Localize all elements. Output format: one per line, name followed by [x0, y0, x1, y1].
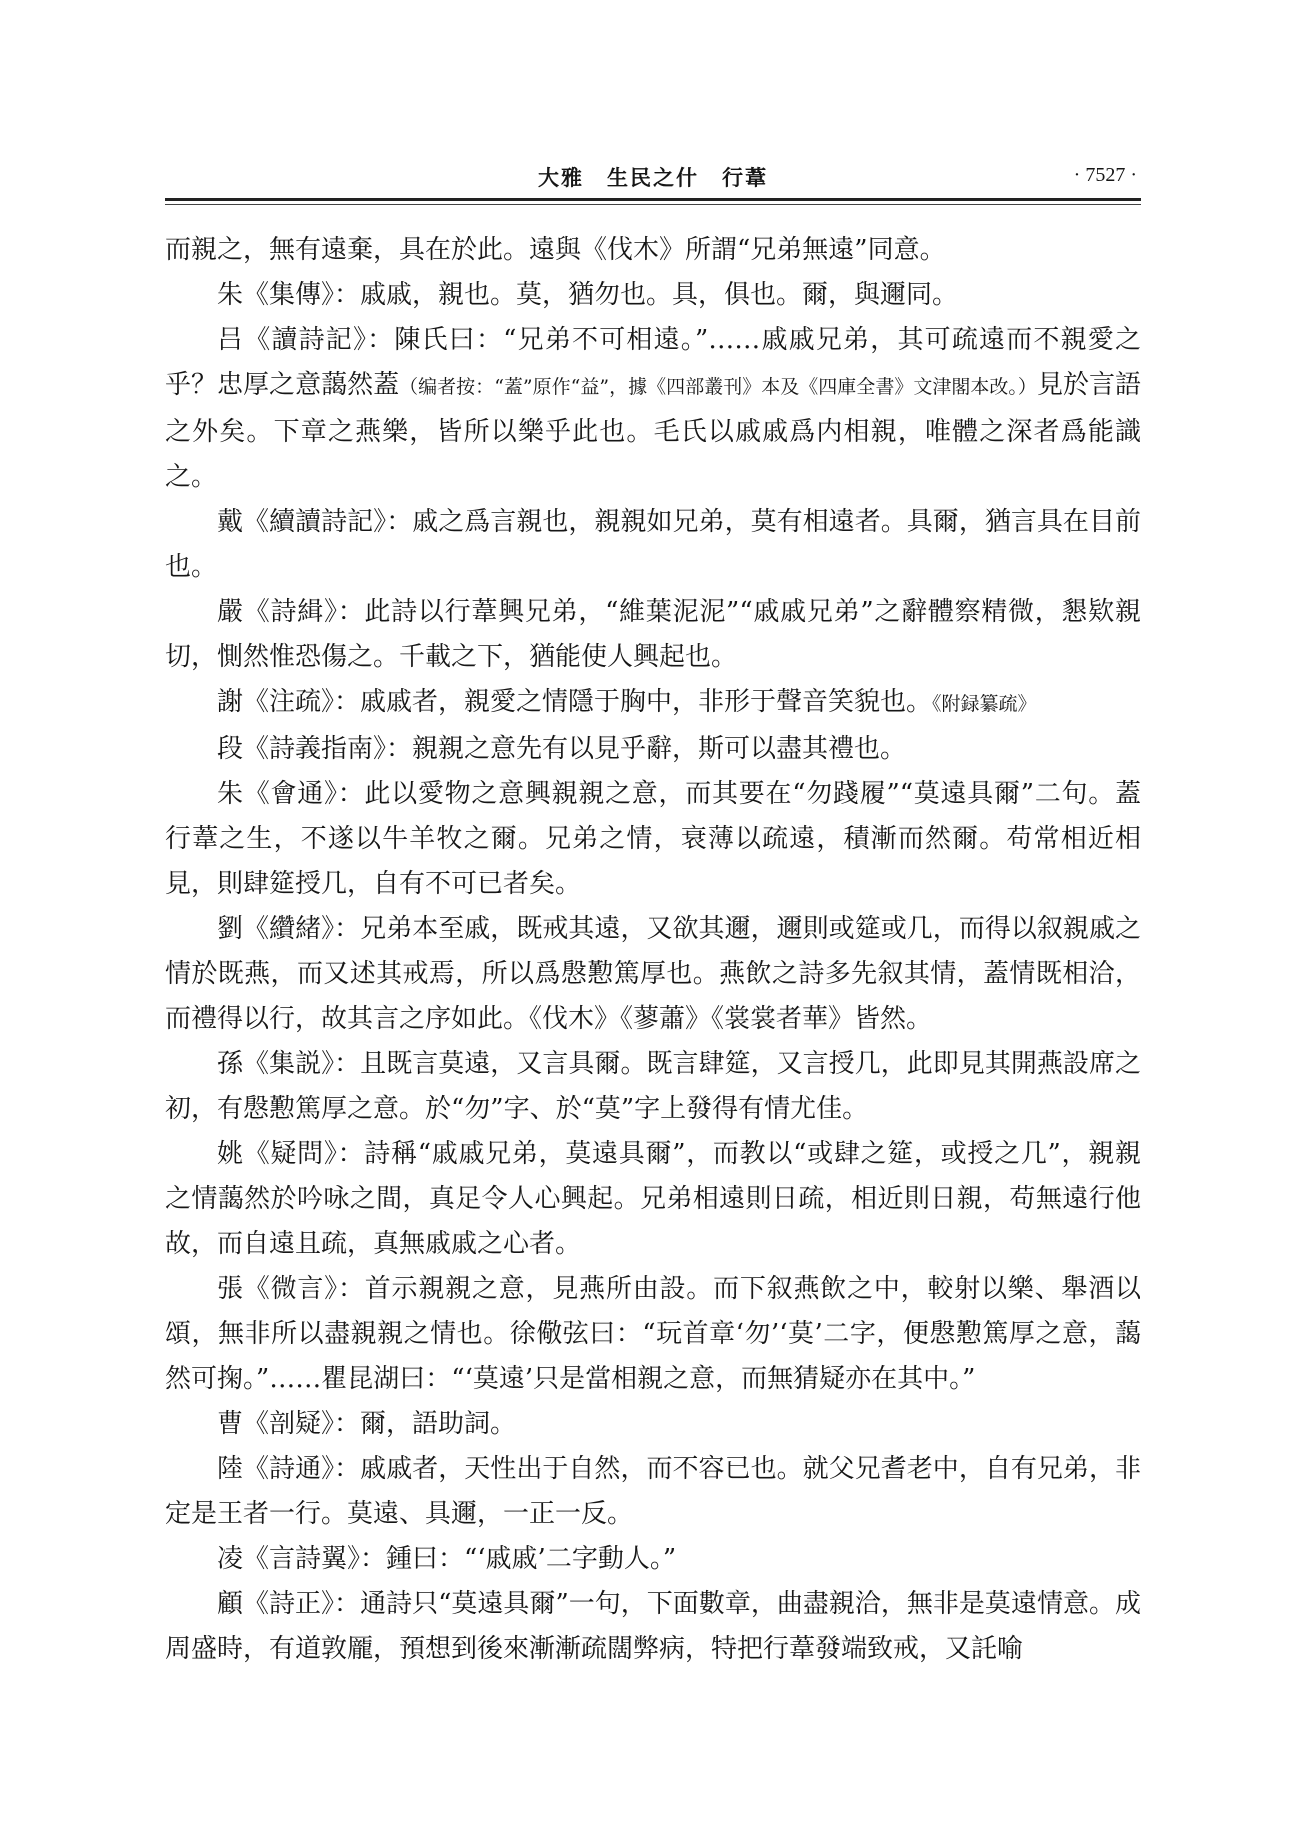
running-header: [165, 158, 1141, 194]
page-number: · 7527 ·: [1073, 164, 1137, 186]
page-body: [165, 228, 1141, 1672]
paragraph-lu-dushiji: 吕《讀詩記》：陳氏曰：“兄弟不可相遠。”……戚戚兄弟，其可疏遠而不親愛之乎？忠厚之意藹然蓋（编者按：“蓋”原作“益”，據《四部叢刊》本及《四庫全書》文津閣本改。）見於言語之外矣。下章之燕樂，皆所以樂乎此也。毛氏以戚戚爲内相親，唯體之深者爲能識之。: [165, 325, 1141, 492]
paragraph-liu-zuanxu: 劉《纘緒》：兄弟本至戚，既戒其遠，又欲其邇，邇則或筵或几，而得以叙親戚之情於既燕，而又述其戒焉，所以爲慇懃篤厚也。燕飲之詩多先叙其情，蓋情既相洽，而禮得以行，故其言之序如此。《伐木》《蓼蕭》《裳裳者華》皆然。: [165, 914, 1141, 1034]
paragraph-yao-yiwen: 姚《疑問》：詩稱“戚戚兄弟，莫遠具爾”，而教以“或肆之筵，或授之几”，親親之情藹然於吟咏之間，真足令人心興起。兄弟相遠則日疏，相近則日親，苟無遠行他故，而自遠且疏，真無戚戚之心者。: [165, 1139, 1141, 1259]
paragraph-sun-jishuo: 孫《集説》：且既言莫遠，又言具爾。既言肆筵，又言授几，此即見其開燕設席之初，有慇懃篤厚之意。於“勿”字、於“莫”字上發得有情尤佳。: [165, 1049, 1141, 1124]
paragraph-lu-shitong: 陸《詩通》：戚戚者，天性出于自然，而不容已也。就父兄耆老中，自有兄弟，非定是王者一行。莫遠、具邇，一正一反。: [165, 1454, 1141, 1529]
paragraph-gu-shizheng: 顧《詩正》：通詩只“莫遠具爾”一句，下面數章，曲盡親洽，無非是莫遠情意。成周盛時，有道敦龎，預想到後來漸漸疏闊弊病，特把行葦發端致戒，又託喻: [165, 1589, 1141, 1664]
paragraph-cao-pouyi: 曹《剖疑》：爾，語助詞。: [217, 1409, 517, 1439]
header-rule-thin: [165, 204, 1141, 205]
paragraph-dai-xudushiji: 戴《續讀詩記》：戚之爲言親也，親親如兄弟，莫有相遠者。具爾，猶言具在目前也。: [165, 507, 1141, 582]
paragraph-zhu-jizhuan: 朱《集傳》：戚戚，親也。莫，猶勿也。具，俱也。爾，與邇同。: [217, 280, 959, 310]
source-note: 《附録纂疏》: [932, 693, 1037, 715]
paragraph-zhu-huitong: 朱《會通》：此以愛物之意興親親之意，而其要在“勿踐履”“莫遠具爾”二句。蓋行葦之生，不遂以牛羊牧之爾。兄弟之情，衰薄以疏遠，積漸而然爾。苟常相近相見，則肆筵授几，自有不可已者矣。: [165, 779, 1141, 899]
running-title: 大雅 生民之什 行葦: [538, 165, 768, 190]
paragraph-yan-shiji: 嚴《詩緝》：此詩以行葦興兄弟，“維葉泥泥”“戚戚兄弟”之辭體察精微，懇欵親切，惻然惟恐傷之。千載之下，猶能使人興起也。: [165, 597, 1141, 672]
paragraph-duan-shiyizhinan: 段《詩義指南》：親親之意先有以見乎辭，斯可以盡其禮也。: [217, 734, 907, 764]
paragraph-zhang-weiyan: 張《微言》：首示親親之意，見燕所由設。而下叙燕飲之中，較射以樂、舉酒以頌，無非所以盡親親之情也。徐儆弦曰：“玩首章‘勿’‘莫’二字，便慇懃篤厚之意，藹然可掬。”……瞿昆湖曰：“‘莫遠’只是當相親之意，而無猜疑亦在其中。”: [165, 1274, 1141, 1394]
paragraph-xie-zhushu: 謝《注疏》：戚戚者，親愛之情隱于胸中，非形于聲音笑貌也。《附録纂疏》: [217, 687, 1037, 717]
paragraph-continuation: 而親之，無有遠棄，具在於此。遠與《伐木》所謂“兄弟無遠”同意。: [165, 235, 946, 265]
editor-note: （编者按：“蓋”原作“益”，據《四部叢刊》本及《四庫全書》文津閣本改。）: [399, 376, 1037, 398]
header-rule-thick: [165, 198, 1141, 201]
paragraph-ling-yanshiyi: 凌《言詩翼》：鍾曰：“‘戚戚’二字動人。”: [217, 1544, 677, 1574]
